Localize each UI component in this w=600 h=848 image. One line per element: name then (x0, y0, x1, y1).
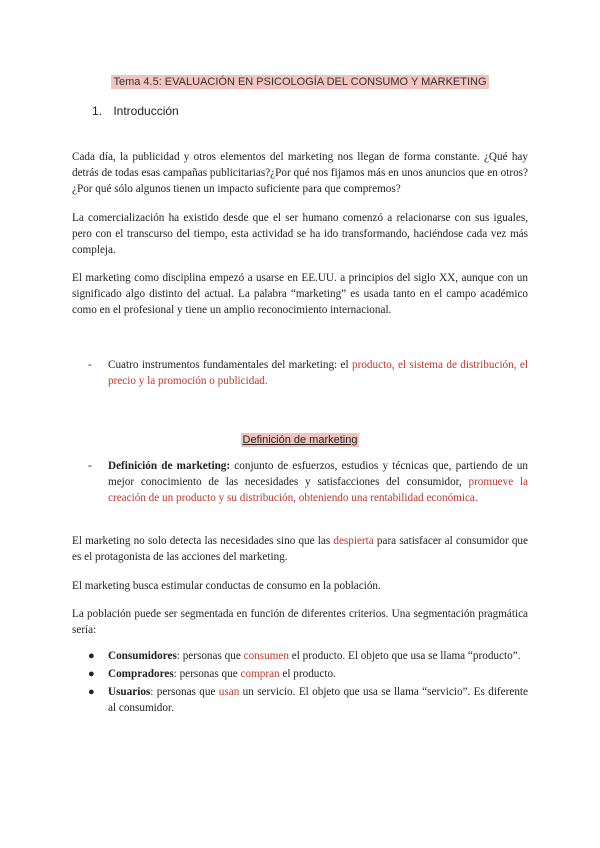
segment-term: Compradores (108, 668, 174, 680)
definition-heading-text: Definición de marketing (242, 434, 358, 446)
bullet-instrumentos (88, 357, 528, 389)
definicion-term: Definición de marketing: (108, 460, 231, 472)
segment-text: : personas que (173, 668, 241, 680)
paragraph-3: El marketing como disciplina empezó a usarse en EE.UU. a principios del siglo XX, aunque con un significado algo distinto del actual. La palabra “marketing” es usada tanto en el campo académico como en el profesional y tiene un amplio reconocimiento internacional. (72, 272, 528, 316)
definition-heading (0, 430, 600, 448)
list-item-usuarios (88, 684, 528, 716)
definicion-highlight: promueve la creación de un producto y su distribución, obteniendo una rentabilidad económica. (108, 476, 528, 504)
bullet-definicion (88, 458, 528, 506)
document-title (0, 72, 600, 90)
instrumentos-text: Cuatro instrumentos fundamentales del marketing: el (108, 359, 352, 371)
segment-text: el producto. (279, 668, 336, 680)
p4-highlight: despierta (333, 535, 374, 547)
list-item-consumidores (88, 648, 528, 664)
segment-highlight: consumen (243, 650, 289, 662)
segment-highlight: compran (240, 668, 280, 680)
bullet-icon: ● (88, 650, 95, 662)
section-number: 1. (92, 104, 103, 118)
segmentation-list (88, 648, 528, 718)
segment-term: Usuarios (108, 686, 151, 698)
paragraph-4 (72, 533, 528, 565)
segment-term: Consumidores (108, 650, 177, 662)
definicion-text: conjunto de esfuerzos, estudios y técnicas que, partiendo de un mejor conocimiento de las necesidades y satisfacciones del consumidor, (108, 460, 528, 488)
paragraph-2: La comercialización ha existido desde que el ser humano comenzó a relacionarse con sus iguales, pero con el transcurso del tiempo, esta actividad se ha ido transformando, haciéndose cada vez más compleja. (72, 212, 528, 256)
p4-part-b: para satisfacer al consumidor que es el protagonista de las acciones del marketing. (72, 535, 528, 563)
segment-text: : personas que (150, 686, 219, 698)
list-item-compradores (88, 666, 528, 682)
bullet-icon: ● (88, 668, 95, 680)
bullet-icon: ● (88, 686, 95, 698)
paragraph-5: El marketing busca estimular conductas de consumo en la población. (72, 580, 381, 592)
segment-text: un servicio. El objeto que usa se llama “servicio”. Es diferente al consumidor. (108, 686, 528, 714)
dash-marker: - (88, 460, 92, 472)
segment-text: : personas que (176, 650, 244, 662)
title-text: Tema 4.5: EVALUACIÓN EN PSICOLOGÍA DEL CONSUMO Y MARKETING (113, 76, 487, 88)
section-heading-intro (92, 104, 179, 118)
segment-highlight: usan (218, 686, 240, 698)
section-label: Introducción (113, 104, 179, 118)
dash-marker: - (88, 359, 92, 371)
segment-text: el producto. El objeto que usa se llama “producto”. (288, 650, 521, 662)
p4-part-a: El marketing no solo detecta las necesidades sino que las (72, 535, 334, 547)
paragraph-6: La población puede ser segmentada en función de diferentes criterios. Una segmentación pragmática sería: (72, 608, 528, 636)
paragraph-1: Cada día, la publicidad y otros elementos del marketing nos llegan de forma constante. ¿Qué hay detrás de todas esas campañas publicitarias?¿Por qué nos fijamos más en unos anuncios que en otros?¿Por qué sólo algunos tienen un impacto suficiente para que compremos? (72, 151, 528, 195)
instrumentos-highlight: producto, el sistema de distribución, el precio y la promoción o publicidad. (108, 359, 528, 387)
